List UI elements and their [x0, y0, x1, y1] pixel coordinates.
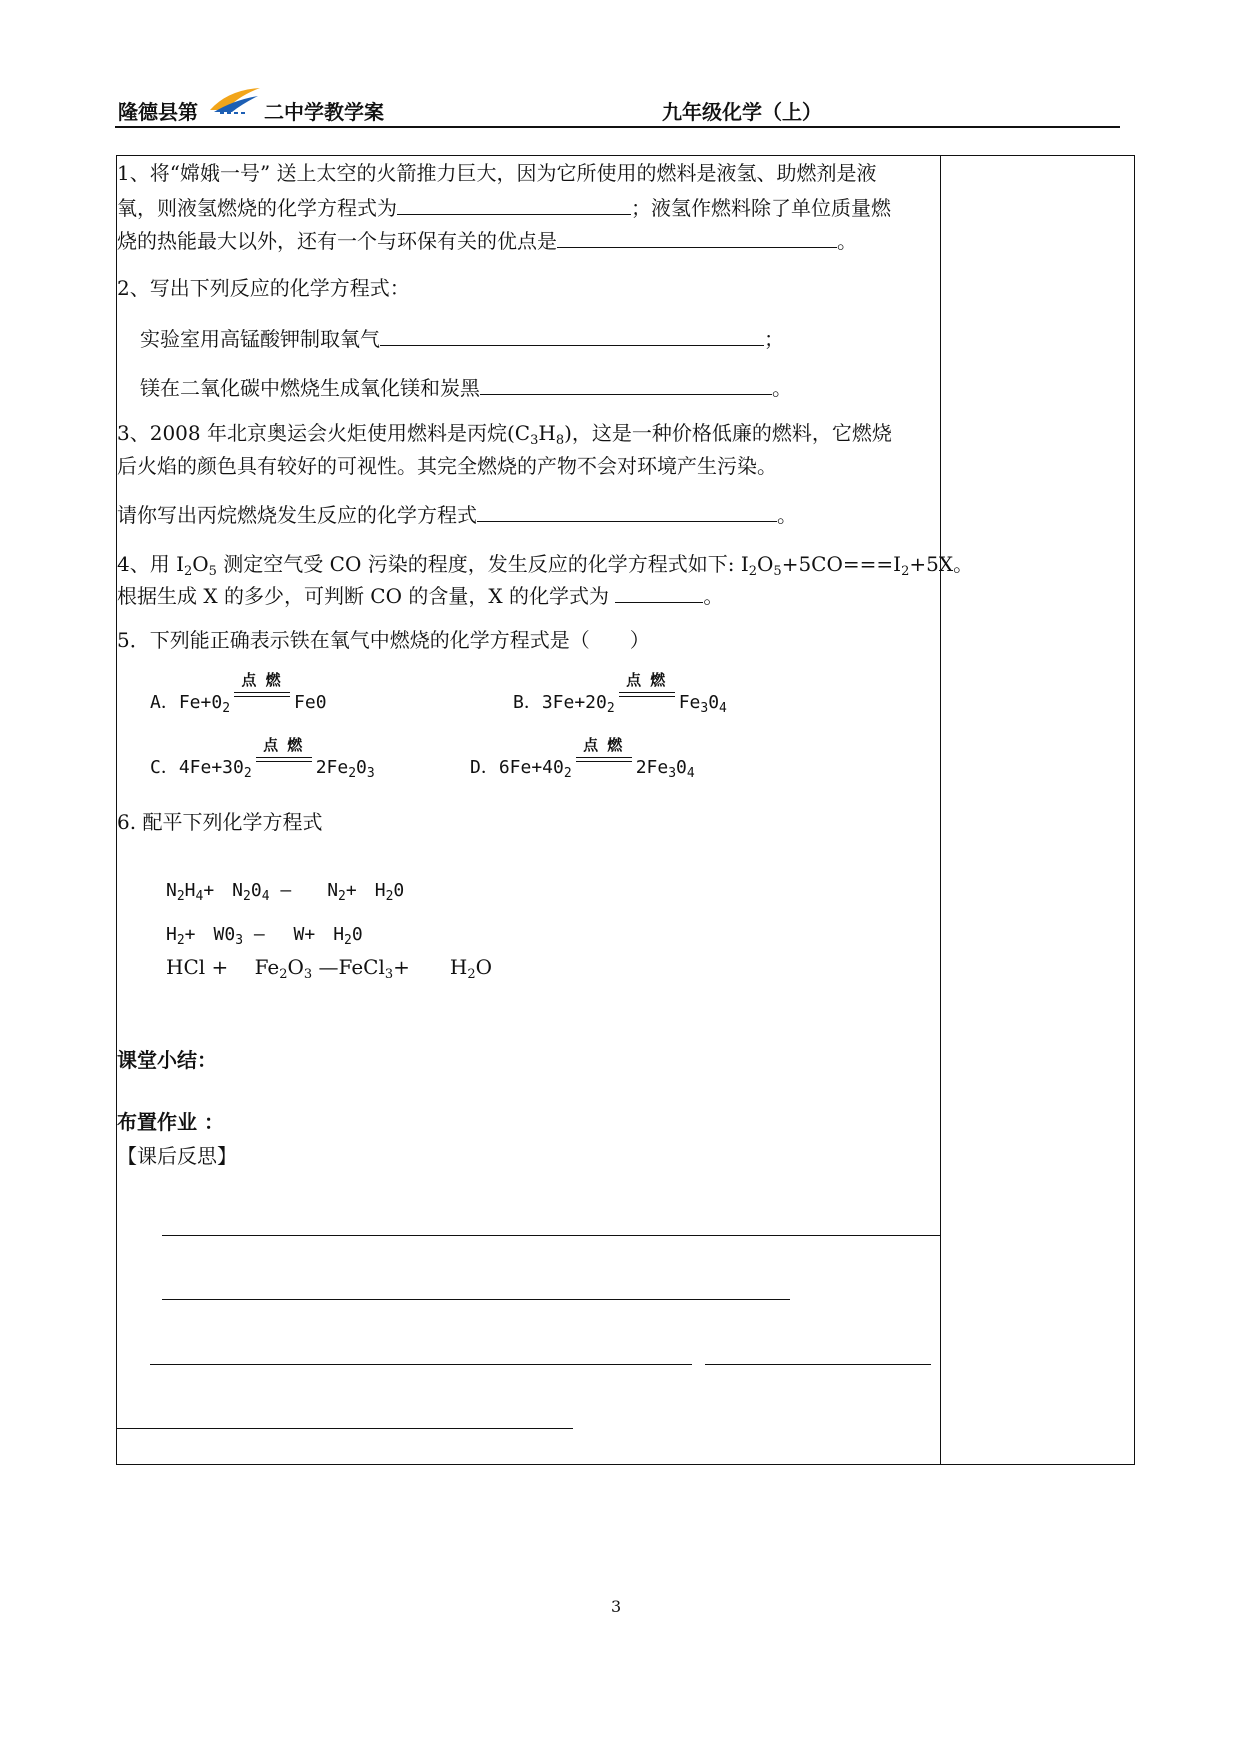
q5-option-d[interactable]: D．$6Fe+40_2$ 点 燃 $2Fe_30_4$ — [470, 736, 695, 781]
q1-line2: 氧，则液氢燃烧的化学方程式为 ；液氢作燃料除了单位质量燃 — [117, 196, 891, 220]
q6-equation-1: $N_2H_4+$ $N_20_4$ — $N_2+$ $H_20$ — [166, 880, 405, 904]
reflection-line-4[interactable] — [705, 1364, 931, 1365]
q5-title: 5．下列能正确表示铁在氧气中燃烧的化学方程式是（ ） — [117, 628, 650, 652]
reflection-line-5[interactable] — [117, 1428, 573, 1429]
q1-line1: 1、将“嫦娥一号” 送上太空的火箭推力巨大，因为它所使用的燃料是液氢、助燃剂是液 — [117, 161, 877, 185]
school-name-left: 隆德县第 — [118, 100, 198, 124]
ignition-condition-mark: 点 燃 — [256, 751, 312, 771]
reflection-label: 【课后反思】 — [117, 1144, 237, 1168]
page-number: 3 — [611, 1597, 622, 1616]
q3-line2: 后火焰的颜色具有较好的可视性。其完全燃烧的产物不会对环境产生污染。 — [117, 454, 777, 478]
ignition-condition-mark: 点 燃 — [234, 686, 290, 706]
q3-answer-blank[interactable] — [477, 503, 777, 522]
q1-line3: 烧的热能最大以外，还有一个与环保有关的优点是 。 — [117, 229, 857, 253]
q4-answer-blank[interactable] — [615, 584, 703, 603]
header-rule — [115, 126, 1120, 128]
q1-answer-blank-2[interactable] — [557, 229, 837, 248]
q6-title: 6. 配平下列化学方程式 — [117, 810, 323, 834]
reflection-line-1[interactable] — [162, 1235, 940, 1236]
q2-answer-blank-b[interactable] — [480, 376, 772, 395]
q1-answer-blank-1[interactable] — [397, 196, 631, 215]
ignition-condition-mark: 点 燃 — [576, 751, 632, 771]
q5-option-a[interactable]: A．$Fe+0_2$ 点 燃 Fe0 — [150, 671, 327, 716]
q2-item-b: 镁在二氧化碳中燃烧生成氧化镁和炭黑 。 — [140, 376, 792, 400]
q3-line1: 3、2008 年北京奥运会火炬使用燃料是丙烷$(C_3H_8)$，这是一种价格低廉的燃料，它燃烧 — [117, 421, 892, 448]
q5-option-b[interactable]: B．$3Fe+20_2$ 点 燃 $Fe_30_4$ — [513, 671, 727, 716]
q3-line3: 请你写出丙烷燃烧发生反应的化学方程式 。 — [117, 503, 797, 527]
school-logo — [208, 84, 262, 118]
class-summary-label: 课堂小结： — [117, 1048, 217, 1072]
ignition-condition-mark: 点 燃 — [619, 686, 675, 706]
reflection-line-3[interactable] — [150, 1364, 692, 1365]
reflection-line-2[interactable] — [162, 1299, 790, 1300]
q5-option-c[interactable]: C．$4Fe+30_2$ 点 燃 $2Fe_20_3$ — [150, 736, 375, 781]
table-column-divider — [940, 155, 941, 1465]
q2-title: 2、写出下列反应的化学方程式： — [117, 276, 410, 300]
q6-equation-2: $H_2+$ $W0_3$ — W+ $H_20$ — [166, 924, 363, 948]
homework-label: 布置作业 ： — [117, 1110, 224, 1134]
course-title: 九年级化学（上） — [662, 100, 822, 124]
q4-line1: 4、用 $I_2O_5$ 测定空气受 CO 污染的程度，发生反应的化学方程式如下: $I_2O_5+5CO===I_2+5X$。 — [117, 552, 974, 579]
school-name-right: 二中学教学案 — [264, 100, 384, 124]
q4-line2: 根据生成 X 的多少，可判断 CO 的含量，X 的化学式为 。 — [117, 584, 724, 608]
q2-item-a: 实验室用高锰酸钾制取氧气 ； — [140, 327, 784, 351]
q6-equation-3: HCl + $Fe_2O_3$ —FeCl$_3$+ $H_2O$ — [166, 955, 493, 982]
q2-answer-blank-a[interactable] — [380, 327, 764, 346]
